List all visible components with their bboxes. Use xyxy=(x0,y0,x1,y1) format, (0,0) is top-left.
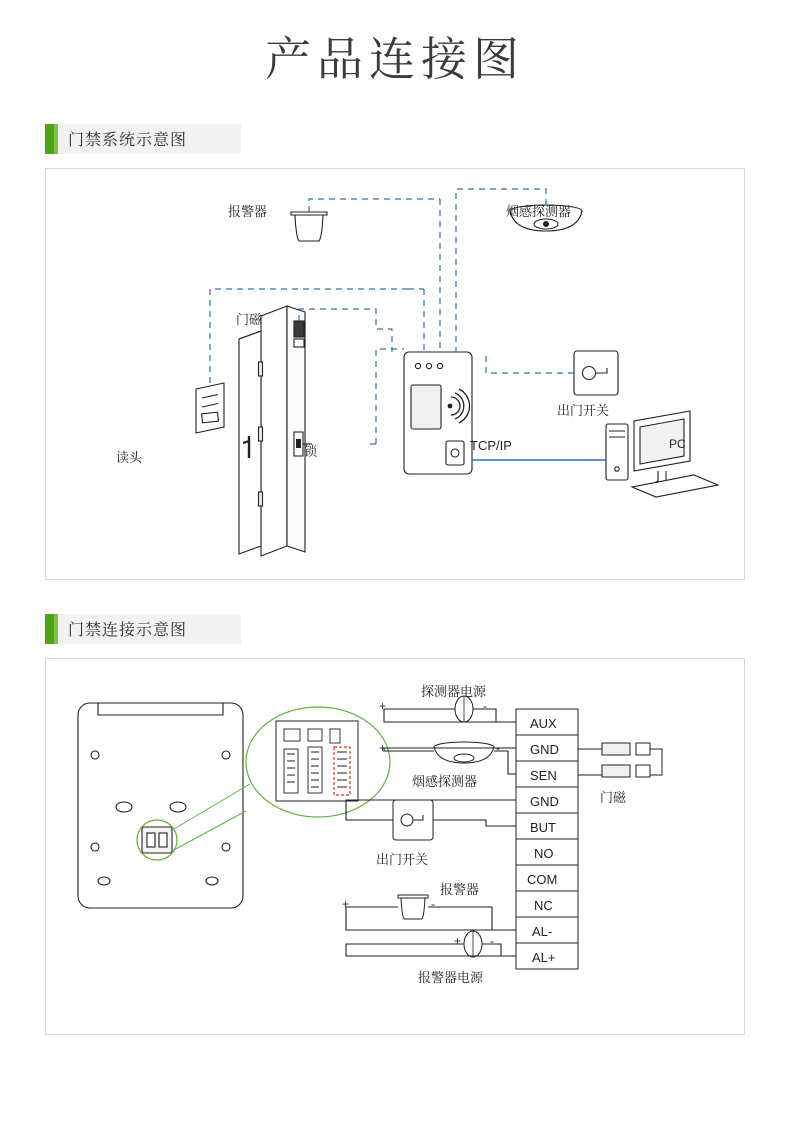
page-title: 产品连接图 xyxy=(265,33,525,85)
door-magnet-icon xyxy=(294,321,304,347)
section-access-system xyxy=(45,124,745,580)
door-lock-icon xyxy=(294,432,303,456)
polarity-minus-2: - xyxy=(496,740,500,755)
label-detector-power: 探测器电源 xyxy=(421,683,487,699)
label-door-magnet-2: 门磁 xyxy=(600,789,627,805)
polarity-minus-4: - xyxy=(490,933,494,948)
exit-button-icon xyxy=(574,351,618,395)
polarity-plus-3: + xyxy=(342,896,350,911)
label-smoke-detector: 烟感探测器 xyxy=(506,203,572,219)
terminal-label-7: NC xyxy=(534,897,553,913)
terminal-label-3: GND xyxy=(530,793,559,809)
label-smoke-detector-2: 烟感探测器 xyxy=(412,773,478,789)
label-door-magnet: 门磁 xyxy=(236,311,263,327)
face-terminal-device xyxy=(404,352,472,474)
terminal-label-2: SEN xyxy=(530,767,557,783)
diagram-panel-access-system xyxy=(45,168,745,580)
polarity-plus-2: + xyxy=(379,740,387,755)
polarity-plus-1: + xyxy=(379,698,387,713)
alarm-device-icon xyxy=(291,212,327,241)
label-alarm-power: 报警器电源 xyxy=(418,969,484,985)
terminal-label-0: AUX xyxy=(530,715,557,731)
terminal-label-8: AL- xyxy=(532,923,553,939)
section-access-wiring xyxy=(45,614,745,1035)
label-tcpip: TCP/IP xyxy=(470,437,512,453)
card-reader-icon xyxy=(196,383,224,433)
polarity-minus-3: - xyxy=(431,896,435,911)
section-heading-label: 门禁连接示意图 xyxy=(68,622,188,640)
access-system-illustration xyxy=(46,169,744,577)
exit-button-wiring-icon xyxy=(393,800,433,840)
terminal-label-1: GND xyxy=(530,741,559,757)
smoke-detector-shape xyxy=(434,742,494,763)
label-pc: PC xyxy=(669,436,686,451)
terminal-label-9: AL+ xyxy=(532,949,556,965)
section-heading-label: 门禁系统示意图 xyxy=(68,132,188,150)
diagram-panel-access-wiring xyxy=(45,658,745,1035)
terminal-label-4: BUT xyxy=(530,819,556,835)
terminal-label-6: COM xyxy=(527,871,558,887)
section-accent-bar xyxy=(45,124,54,154)
label-reader: 读头 xyxy=(116,449,143,465)
page-bottom-spacer xyxy=(0,1035,790,1075)
section-header-access-wiring xyxy=(45,614,241,644)
label-alarm: 报警器 xyxy=(228,203,268,219)
polarity-plus-4: + xyxy=(454,933,462,948)
label-exit-button: 出门开关 xyxy=(557,402,610,418)
door-magnet-unit xyxy=(578,743,662,777)
label-alarm-2: 报警器 xyxy=(440,881,480,897)
wiring-illustration xyxy=(46,659,744,1032)
label-exit-button-2: 出门开关 xyxy=(376,851,429,867)
device-backplate xyxy=(78,703,243,908)
label-lock: 锁 xyxy=(304,443,318,459)
alarm-wiring-icon xyxy=(398,895,428,919)
section-accent-bar xyxy=(45,614,54,644)
polarity-minus-1: - xyxy=(483,698,487,713)
pc-illustration xyxy=(606,411,718,497)
alarm-power-icon xyxy=(464,931,482,957)
section-header-access-system xyxy=(45,124,241,154)
terminal-label-5: NO xyxy=(534,845,554,861)
